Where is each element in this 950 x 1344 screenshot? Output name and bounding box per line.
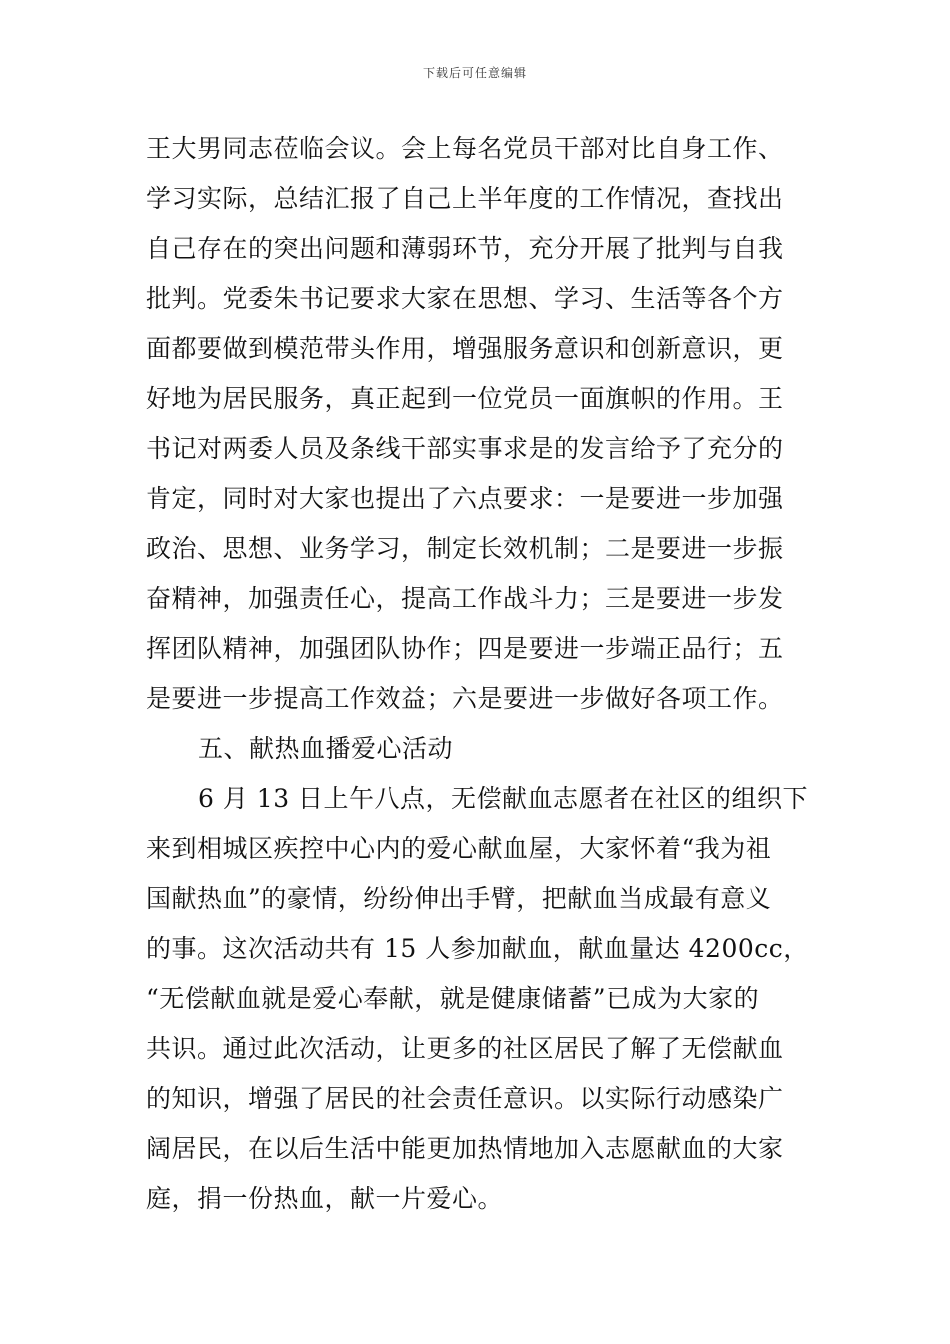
text-line: 的知识，增强了居民的社会责任意识。以实际行动感染广: [146, 1084, 784, 1113]
text-line: 阔居民，在以后生活中能更加热情地加入志愿献血的大家: [146, 1134, 784, 1163]
text-line: 国献热血”的豪情，纷纷伸出手臂，把献血当成最有意义: [146, 884, 772, 913]
text-line: 批判。党委朱书记要求大家在思想、学习、生活等各个方: [146, 284, 784, 313]
text-line: 学习实际，总结汇报了自己上半年度的工作情况，查找出: [146, 184, 784, 213]
text-line: 奋精神，加强责任心，提高工作战斗力；三是要进一步发: [146, 584, 784, 613]
text-line: 挥团队精神，加强团队协作；四是要进一步端正品行；五: [146, 634, 784, 663]
text-line: 政治、思想、业务学习，制定长效机制；二是要进一步振: [146, 534, 784, 563]
text-line: 来到相城区疾控中心内的爱心献血屋，大家怀着“我为祖: [146, 834, 772, 863]
text-line: 书记对两委人员及条线干部实事求是的发言给予了充分的: [146, 434, 784, 463]
text-line: 好地为居民服务，真正起到一位党员一面旗帜的作用。王: [146, 384, 784, 413]
document-body: [146, 124, 826, 1224]
text-line: 自己存在的突出问题和薄弱环节，充分开展了批判与自我: [146, 234, 784, 263]
section-heading: 五、献热血播爱心活动: [198, 734, 454, 763]
text-line: 共识。通过此次活动，让更多的社区居民了解了无偿献血: [146, 1034, 784, 1063]
text-line: 王大男同志莅临会议。会上每名党员干部对比自身工作、: [146, 134, 784, 163]
text-line: 是要进一步提高工作效益；六是要进一步做好各项工作。: [146, 684, 784, 713]
page-header-note: 下载后可任意编辑: [422, 66, 527, 80]
text-line: 的事。这次活动共有 15 人参加献血，献血量达 4200cc，: [146, 934, 809, 963]
text-line: 庭，捐一份热血，献一片爱心。: [146, 1184, 504, 1213]
text-line: 肯定，同时对大家也提出了六点要求：一是要进一步加强: [146, 484, 784, 513]
text-line: 面都要做到模范带头作用，增强服务意识和创新意识，更: [146, 334, 784, 363]
paragraph-first-line: 6 月 13 日上午八点，无偿献血志愿者在社区的组织下: [198, 784, 809, 813]
text-line: “无偿献血就是爱心奉献，就是健康储蓄”已成为大家的: [146, 984, 760, 1013]
